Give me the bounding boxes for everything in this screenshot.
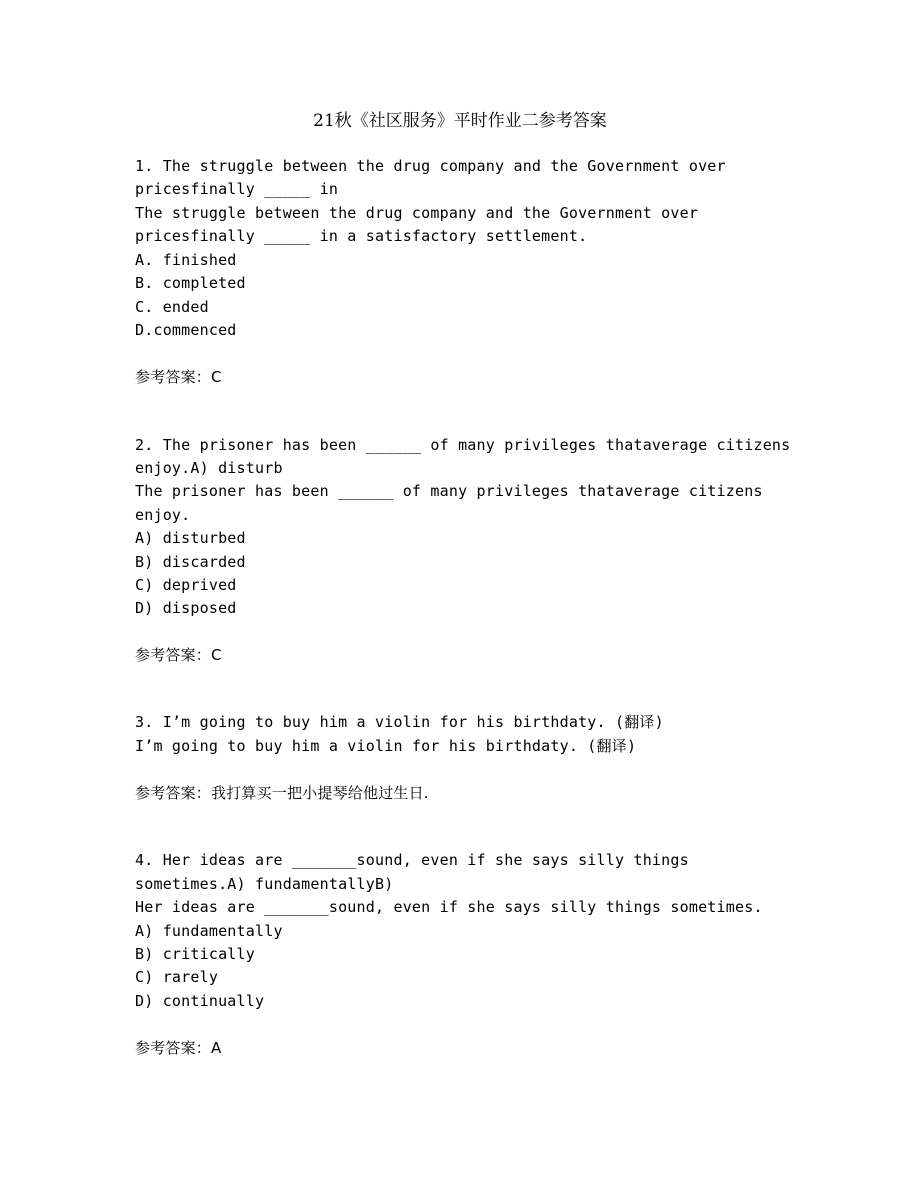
question-3-line-2: I’m going to buy him a violin for his birthdaty. (翻译) — [135, 737, 637, 755]
question-2-option-d: D) disposed — [135, 599, 237, 617]
question-1-line-2: pricesfinally _____ in — [135, 180, 339, 198]
question-3-answer: 参考答案：我打算买一把小提琴给他过生日. — [135, 784, 429, 802]
question-4-answer: 参考答案：A — [135, 1039, 222, 1057]
question-2-line-3: The prisoner has been ______ of many privileges thataverage citizens — [135, 482, 763, 500]
question-4-line-2: sometimes.A) fundamentallyB) — [135, 875, 394, 893]
question-4-option-b: B) critically — [135, 945, 255, 963]
question-1-line-4: pricesfinally _____ in a satisfactory settlement. — [135, 227, 588, 245]
question-1-answer: 参考答案：C — [135, 368, 222, 386]
question-4-line-3: Her ideas are _______sound, even if she says silly things sometimes. — [135, 898, 763, 916]
question-3-line-1: 3. I’m going to buy him a violin for his birthdaty. (翻译) — [135, 713, 664, 731]
question-1-option-c: C. ended — [135, 298, 209, 316]
question-2-line-4: enjoy. — [135, 506, 191, 524]
question-2-option-c: C) deprived — [135, 576, 237, 594]
question-2-line-2: enjoy.A) disturb — [135, 459, 283, 477]
question-4-option-c: C) rarely — [135, 968, 219, 986]
question-4-option-d: D) continually — [135, 992, 265, 1010]
question-2-line-1: 2. The prisoner has been ______ of many privileges thataverage citizens — [135, 436, 791, 454]
document-title: 21秋《社区服务》平时作业二参考答案 — [313, 111, 607, 131]
question-1-option-b: B. completed — [135, 274, 246, 292]
question-1-option-a: A. finished — [135, 251, 237, 269]
question-2-answer: 参考答案：C — [135, 646, 222, 664]
question-2-option-a: A) disturbed — [135, 529, 246, 547]
question-1-line-1: 1. The struggle between the drug company and the Government over — [135, 157, 726, 175]
question-1-option-d: D.commenced — [135, 321, 237, 339]
question-1-line-3: The struggle between the drug company and the Government over — [135, 204, 699, 222]
question-2-option-b: B) discarded — [135, 553, 246, 571]
question-4-line-1: 4. Her ideas are _______sound, even if she says silly things — [135, 851, 689, 869]
question-4-option-a: A) fundamentally — [135, 922, 283, 940]
